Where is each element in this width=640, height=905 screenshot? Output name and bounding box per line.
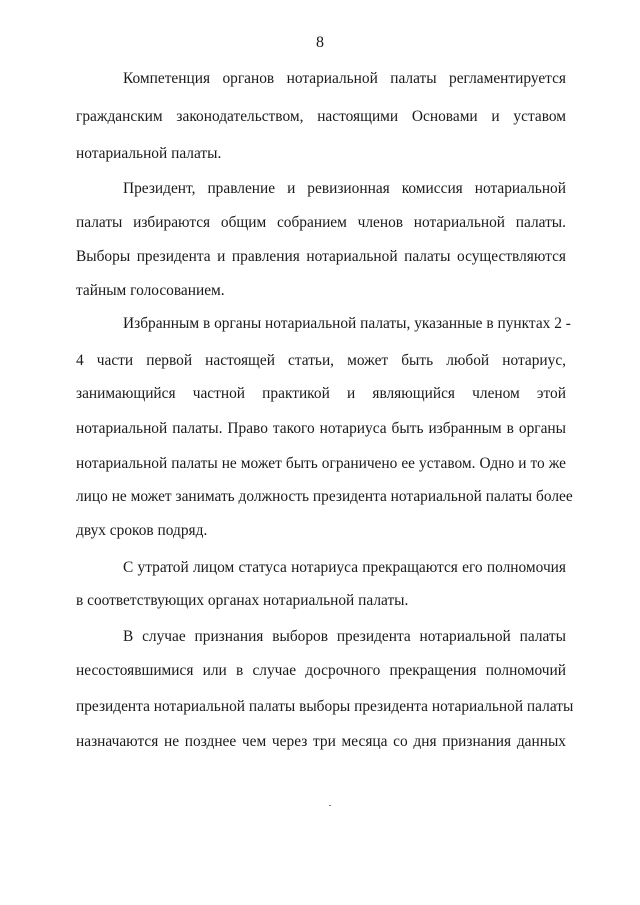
paragraph-2-line-2: палаты избираются общим собранием членов нотариальной палаты. xyxy=(76,214,566,231)
paragraph-4-line-2: в соответствующих органах нотариальной палаты. xyxy=(76,592,409,609)
paragraph-1-line-3: нотариальной палаты. xyxy=(76,145,222,162)
paragraph-3-line-1: Избранным в органы нотариальной палаты, указанные в пунктах 2 - xyxy=(123,315,571,332)
paragraph-5-line-4: назначаются не позднее чем через три месяца со дня признания данных xyxy=(76,733,566,750)
paragraph-1-line-2: гражданским законодательством, настоящими Основами и уставом xyxy=(76,108,566,125)
paragraph-5-line-3: президента нотариальной палаты выборы президента нотариальной палаты xyxy=(76,698,574,715)
paragraph-2-line-1: Президент, правление и ревизионная комиссия нотариальной xyxy=(123,180,566,197)
paragraph-2-line-3: Выборы президента и правления нотариальной палаты осуществляются xyxy=(76,248,566,265)
paragraph-3-line-3: занимающийся частной практикой и являющийся членом этой xyxy=(76,385,566,402)
paragraph-3-line-4: нотариальной палаты. Право такого нотариуса быть избранным в органы xyxy=(76,420,566,437)
scan-speck xyxy=(329,805,331,806)
paragraph-1-line-1: Компетенция органов нотариальной палаты регламентируется xyxy=(123,70,566,87)
paragraph-3-line-2: 4 части первой настоящей статьи, может быть любой нотариус, xyxy=(76,352,566,369)
page-number: 8 xyxy=(316,34,324,51)
paragraph-2-line-4: тайным голосованием. xyxy=(76,282,225,299)
paragraph-4-line-1: С утратой лицом статуса нотариуса прекращаются его полномочия xyxy=(123,559,566,576)
paragraph-3-line-7: двух сроков подряд. xyxy=(76,522,208,539)
paragraph-3-line-5: нотариальной палаты не может быть ограничено ее уставом. Одно и то же xyxy=(76,455,566,472)
paragraph-5-line-1: В случае признания выборов президента нотариальной палаты xyxy=(123,628,566,645)
paragraph-3-line-6: лицо не может занимать должность президента нотариальной палаты более xyxy=(76,488,573,505)
paragraph-5-line-2: несостоявшимися или в случае досрочного прекращения полномочий xyxy=(76,662,566,679)
